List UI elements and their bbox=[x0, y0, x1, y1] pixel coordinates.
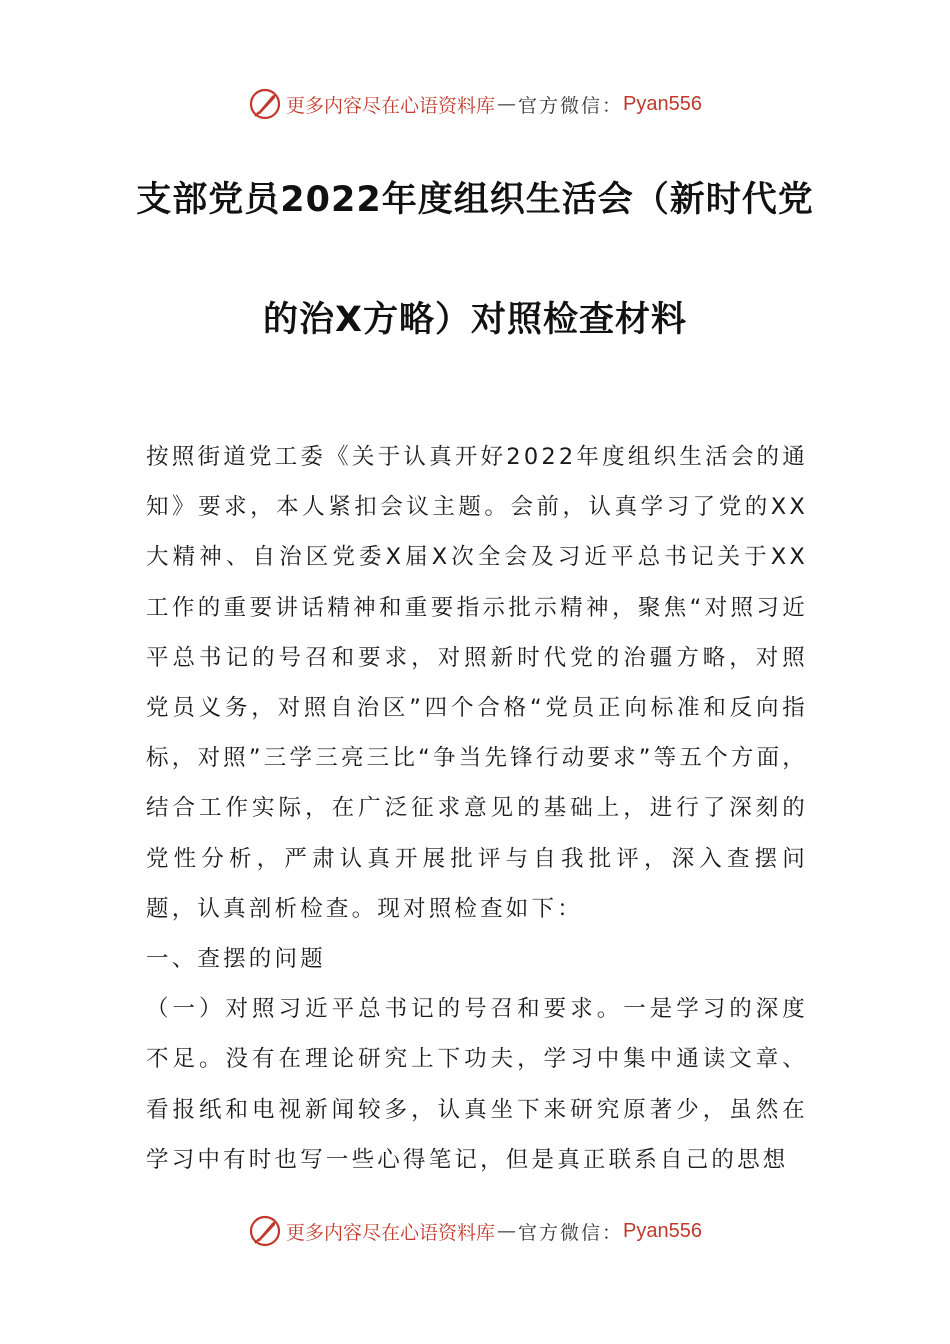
watermark-separator: — bbox=[497, 93, 517, 115]
document-title-line-2: 的治X方略）对照检查材料 bbox=[263, 300, 687, 340]
section-heading: 一、查摆的问题 bbox=[146, 946, 326, 973]
subsection-paragraph: （一）对照习近平总书记的号召和要求。一是学习的深度不足。没有在理论研究上下功夫，学习中集中通读文章、看报纸和电视新闻较多，认真坐下来研究原著少，虽然在学习中有时也写一些心得笔记，但是真正联系自己的思想 bbox=[146, 996, 808, 1173]
watermark-wechat-label: 官方微信： bbox=[518, 1221, 624, 1244]
watermark-text: 更多内容尽在心语资料库 bbox=[286, 1221, 496, 1244]
watermark-wechat-id: Pyan556 bbox=[623, 1219, 702, 1242]
watermark-wechat-label: 官方微信： bbox=[518, 94, 624, 117]
document-title-line-1: 支部党员2022年度组织生活会（新时代党 bbox=[136, 180, 814, 220]
document-body bbox=[146, 432, 808, 1185]
watermark-separator: — bbox=[497, 1220, 517, 1242]
watermark-header bbox=[0, 84, 950, 124]
quill-pen-logo-icon bbox=[248, 1214, 282, 1248]
watermark-footer bbox=[0, 1211, 950, 1251]
watermark-text: 更多内容尽在心语资料库 bbox=[286, 94, 496, 117]
intro-paragraph: 按照街道党工委《关于认真开好2022年度组织生活会的通知》要求，本人紧扣会议主题。会前，认真学习了党的XX大精神、自治区党委X届X次全会及习近平总书记关于XX工作的重要讲话精神和重要指示批示精神，聚焦“对照习近平总书记的号召和要求，对照新时代党的治疆方略，对照党员义务，对照自治区”四个合格“党员正向标准和反向指标，对照”三学三亮三比“争当先锋行动要求”等五个方面，结合工作实际，在广泛征求意见的基础上，进行了深刻的党性分析，严肃认真开展批评与自我批评，深入查摆问题，认真剖析检查。现对照检查如下： bbox=[146, 444, 808, 922]
quill-pen-logo-icon bbox=[248, 87, 282, 121]
watermark-wechat-id: Pyan556 bbox=[623, 92, 702, 115]
